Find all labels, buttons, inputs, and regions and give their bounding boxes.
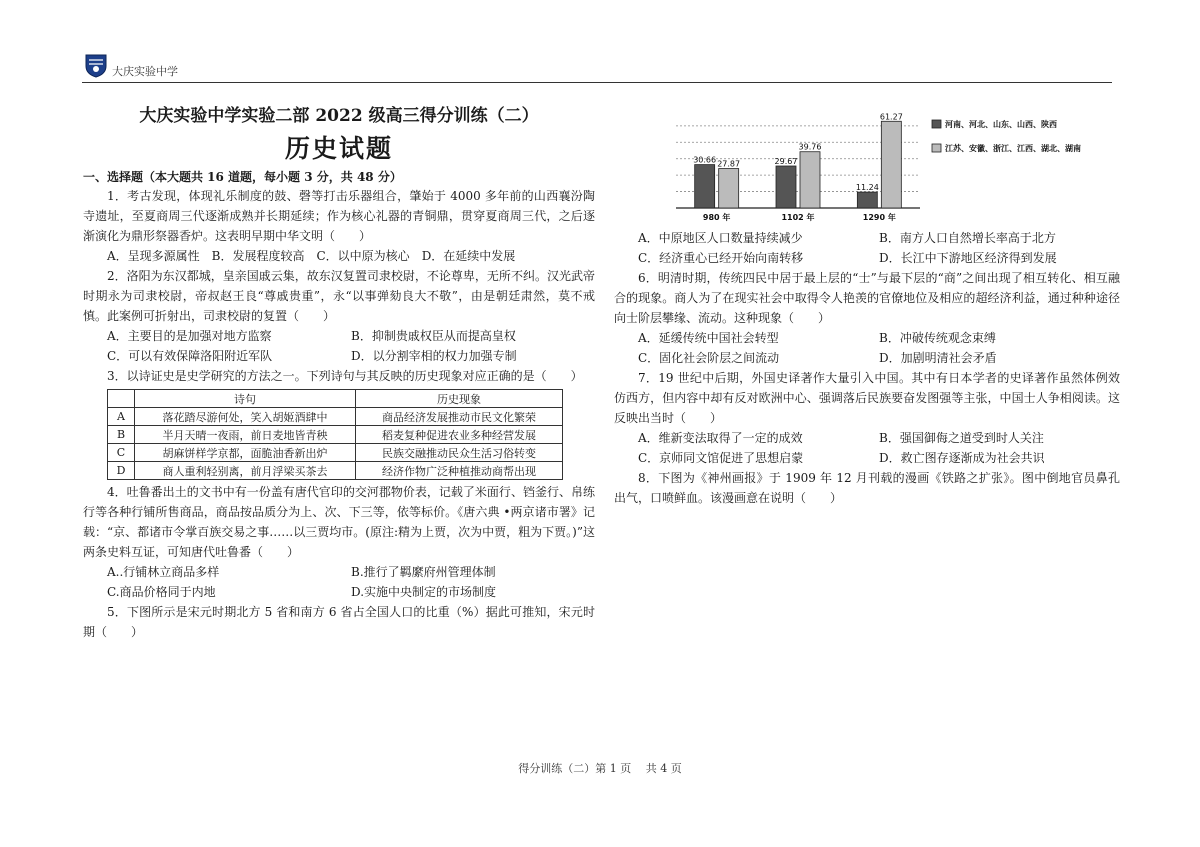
phenomenon-cell: 稻麦复种促进农业多种经营发展 xyxy=(355,426,562,444)
option-b: B．强国御侮之道受到时人关注 xyxy=(879,431,1044,445)
option-c: C．可以有效保障洛阳附近军队 xyxy=(107,349,273,363)
table-header-phenomenon: 历史现象 xyxy=(355,390,562,408)
row-label: B xyxy=(108,426,135,444)
question-6: 6．明清时期，传统四民中居于最上层的“士”与最下层的“商”之间出现了相互转化、相互融合的现象。商人为了在现实社会中取得令人艳羡的官僚地位及相应的超经济利益，通过种种途径向士阶层攀缘、流动。这种现象（ ） xyxy=(614,271,1120,325)
option-c: C．京师同文馆促进了思想启蒙 xyxy=(638,451,804,465)
poem-cell: 商人重利轻别离，前月浮梁买茶去 xyxy=(135,462,356,480)
option-d: D．加剧明清社会矛盾 xyxy=(879,351,997,365)
question-3: 3．以诗证史是史学研究的方法之一。下列诗句与其反映的历史现象对应正确的是（ ） xyxy=(107,369,583,383)
option-c: C．固化社会阶层之间流动 xyxy=(638,351,780,365)
bar-north xyxy=(857,192,877,208)
row-label: A xyxy=(108,408,135,426)
data-label: 11.24 xyxy=(855,183,879,193)
option-d: D．在延续中发展 xyxy=(421,249,516,263)
option-a: A．主要目的是加强对地方监察 xyxy=(107,329,272,343)
option-a: A．呈现多源属性 xyxy=(107,249,200,263)
data-label: 39.76 xyxy=(798,142,822,152)
option-b: B.推行了羁縻府州管理体制 xyxy=(351,565,496,579)
poem-history-table xyxy=(107,389,563,480)
option-b: B．抑制贵戚权臣从而提高皇权 xyxy=(351,329,516,343)
table-row xyxy=(108,444,563,462)
question-2-options-row2 xyxy=(83,346,595,366)
option-a: A．中原地区人口数量持续减少 xyxy=(638,231,803,245)
question-4-options-row1 xyxy=(83,562,595,582)
option-a: A．维新变法取得了一定的成效 xyxy=(638,431,803,445)
question-1-options xyxy=(83,246,595,266)
question-7-options-row2 xyxy=(614,448,1120,468)
question-5-options-row2 xyxy=(614,248,1120,268)
question-6-options-row1 xyxy=(614,328,1120,348)
table-header-poem: 诗句 xyxy=(135,390,356,408)
x-tick-label: 1290 年 xyxy=(862,213,896,222)
option-d: D．长江中下游地区经济得到发展 xyxy=(879,251,1057,265)
data-label: 61.27 xyxy=(879,112,903,122)
exam-title: 大庆实验中学实验二部 2022 级高三得分训练（二） xyxy=(139,106,539,126)
population-share-chart xyxy=(614,104,1120,228)
question-1: 1．考古发现，体现礼乐制度的鼓、磬等打击乐器组合，肇始于 4000 多年前的山西襄汾陶寺遗址，至夏商周三代逐渐成熟并长期延续；作为核心礼器的青铜鼎，贯穿夏商周三代，之后逐渐演化为鼎形祭器香炉。这表明早期中华文明（ ） xyxy=(83,189,595,243)
bar-north xyxy=(776,166,796,208)
exam-subtitle: 历史试题 xyxy=(284,134,393,163)
school-name: 大庆实验中学 xyxy=(112,65,178,78)
option-b: B．发展程度较高 xyxy=(211,249,305,263)
row-label: C xyxy=(108,444,135,462)
legend-label: 河南、河北、山东、山西、陕西 xyxy=(945,120,1057,129)
question-8: 8．下图为《神州画报》于 1909 年 12 月刊载的漫画《铁路之扩张》。图中倒地官员鼻孔出气，口喷鲜血。该漫画意在说明（ ） xyxy=(614,471,1120,505)
option-a: A．延缓传统中国社会转型 xyxy=(638,331,779,345)
data-label: 30.66 xyxy=(693,155,717,165)
question-7: 7．19 世纪中后期，外国史译著作大量引入中国。其中有日本学者的史译著作虽然体例效仿西方，但内容中却有反对欧洲中心、强调落后民族要奋发图强等主张，中国士人争相阅读。这反映出当时（ ） xyxy=(614,371,1120,425)
poem-cell: 半月天晴一夜雨，前日麦地皆青秧 xyxy=(135,426,356,444)
legend-label: 江苏、安徽、浙江、江西、湖北、湖南 xyxy=(945,144,1081,153)
x-tick-label: 980 年 xyxy=(702,213,731,222)
phenomenon-cell: 商品经济发展推动市民文化繁荣 xyxy=(355,408,562,426)
bar-north xyxy=(695,165,715,208)
option-d: D．救亡图存逐渐成为社会共识 xyxy=(879,451,1045,465)
phenomenon-cell: 经济作物广泛种植推动商帮出现 xyxy=(355,462,562,480)
question-2-options-row1 xyxy=(83,326,595,346)
option-c: C．以中原为核心 xyxy=(316,249,410,263)
legend-swatch xyxy=(932,120,941,128)
option-a: A..行铺林立商品多样 xyxy=(107,565,220,579)
option-b: B．冲破传统观念束缚 xyxy=(879,331,996,345)
x-tick-label: 1102 年 xyxy=(781,213,815,222)
data-label: 29.67 xyxy=(774,157,798,167)
bar-south xyxy=(719,169,739,208)
question-4: 4．吐鲁番出土的文书中有一份盖有唐代官印的交河郡物价表，记载了米面行、铛釜行、帛练行等各种行铺所售商品，商品按品质分为上、次、下三等，依等标价。《唐六典 •两京诸市署》记载：“京、都诸市令掌百族交易之事……以三贾均市。(原注:精为上贾，次为中贾，粗为下贾。)”这两条史料互证，可知唐代吐鲁番（ ） xyxy=(83,485,595,559)
question-4-options-row2 xyxy=(83,582,595,602)
option-c: C.商品价格同于内地 xyxy=(107,585,216,599)
legend-swatch xyxy=(932,144,941,152)
option-c: C．经济重心已经开始向南转移 xyxy=(638,251,804,265)
poem-cell: 落花踏尽游何处，笑入胡姬酒肆中 xyxy=(135,408,356,426)
phenomenon-cell: 民族交融推动民众生活习俗转变 xyxy=(355,444,562,462)
section-heading: 一、选择题（本大题共 16 道题，每小题 3 分，共 48 分） xyxy=(83,170,402,184)
school-logo-icon xyxy=(84,52,108,78)
option-d: D．以分割宰相的权力加强专制 xyxy=(351,349,517,363)
bar-south xyxy=(800,152,820,208)
table-row xyxy=(108,426,563,444)
question-7-options-row1 xyxy=(614,428,1120,448)
right-column-text xyxy=(614,228,1120,508)
bar-south xyxy=(881,121,901,208)
question-5: 5．下图所示是宋元时期北方 5 省和南方 6 省占全国人口的比重（%）据此可推知，宋元时期（ ） xyxy=(83,605,595,639)
page-header xyxy=(82,48,1112,83)
option-b: B．南方人口自然增长率高于北方 xyxy=(879,231,1056,245)
left-column xyxy=(83,104,595,642)
question-5-options-row1 xyxy=(614,228,1120,248)
page-footer: 得分训练（二）第 1 页 共 4 页 xyxy=(518,762,682,775)
data-label: 27.87 xyxy=(717,159,741,169)
table-row xyxy=(108,408,563,426)
poem-cell: 胡麻饼样学京都，面脆油香新出炉 xyxy=(135,444,356,462)
table-header-row xyxy=(108,390,563,408)
table-row xyxy=(108,462,563,480)
question-2: 2．洛阳为东汉都城，皇亲国戚云集，故东汉复置司隶校尉，不论尊卑，无所不纠。汉光武帝时期永为司隶校尉，帝叔赵王良“尊戚贵重”，永“以事弹劾良大不敬”，由是朝廷肃然，莫不戒慎。此案例可折射出，司隶校尉的复置（ ） xyxy=(83,269,595,323)
option-d: D.实施中央制定的市场制度 xyxy=(351,585,497,599)
question-6-options-row2 xyxy=(614,348,1120,368)
row-label: D xyxy=(108,462,135,480)
